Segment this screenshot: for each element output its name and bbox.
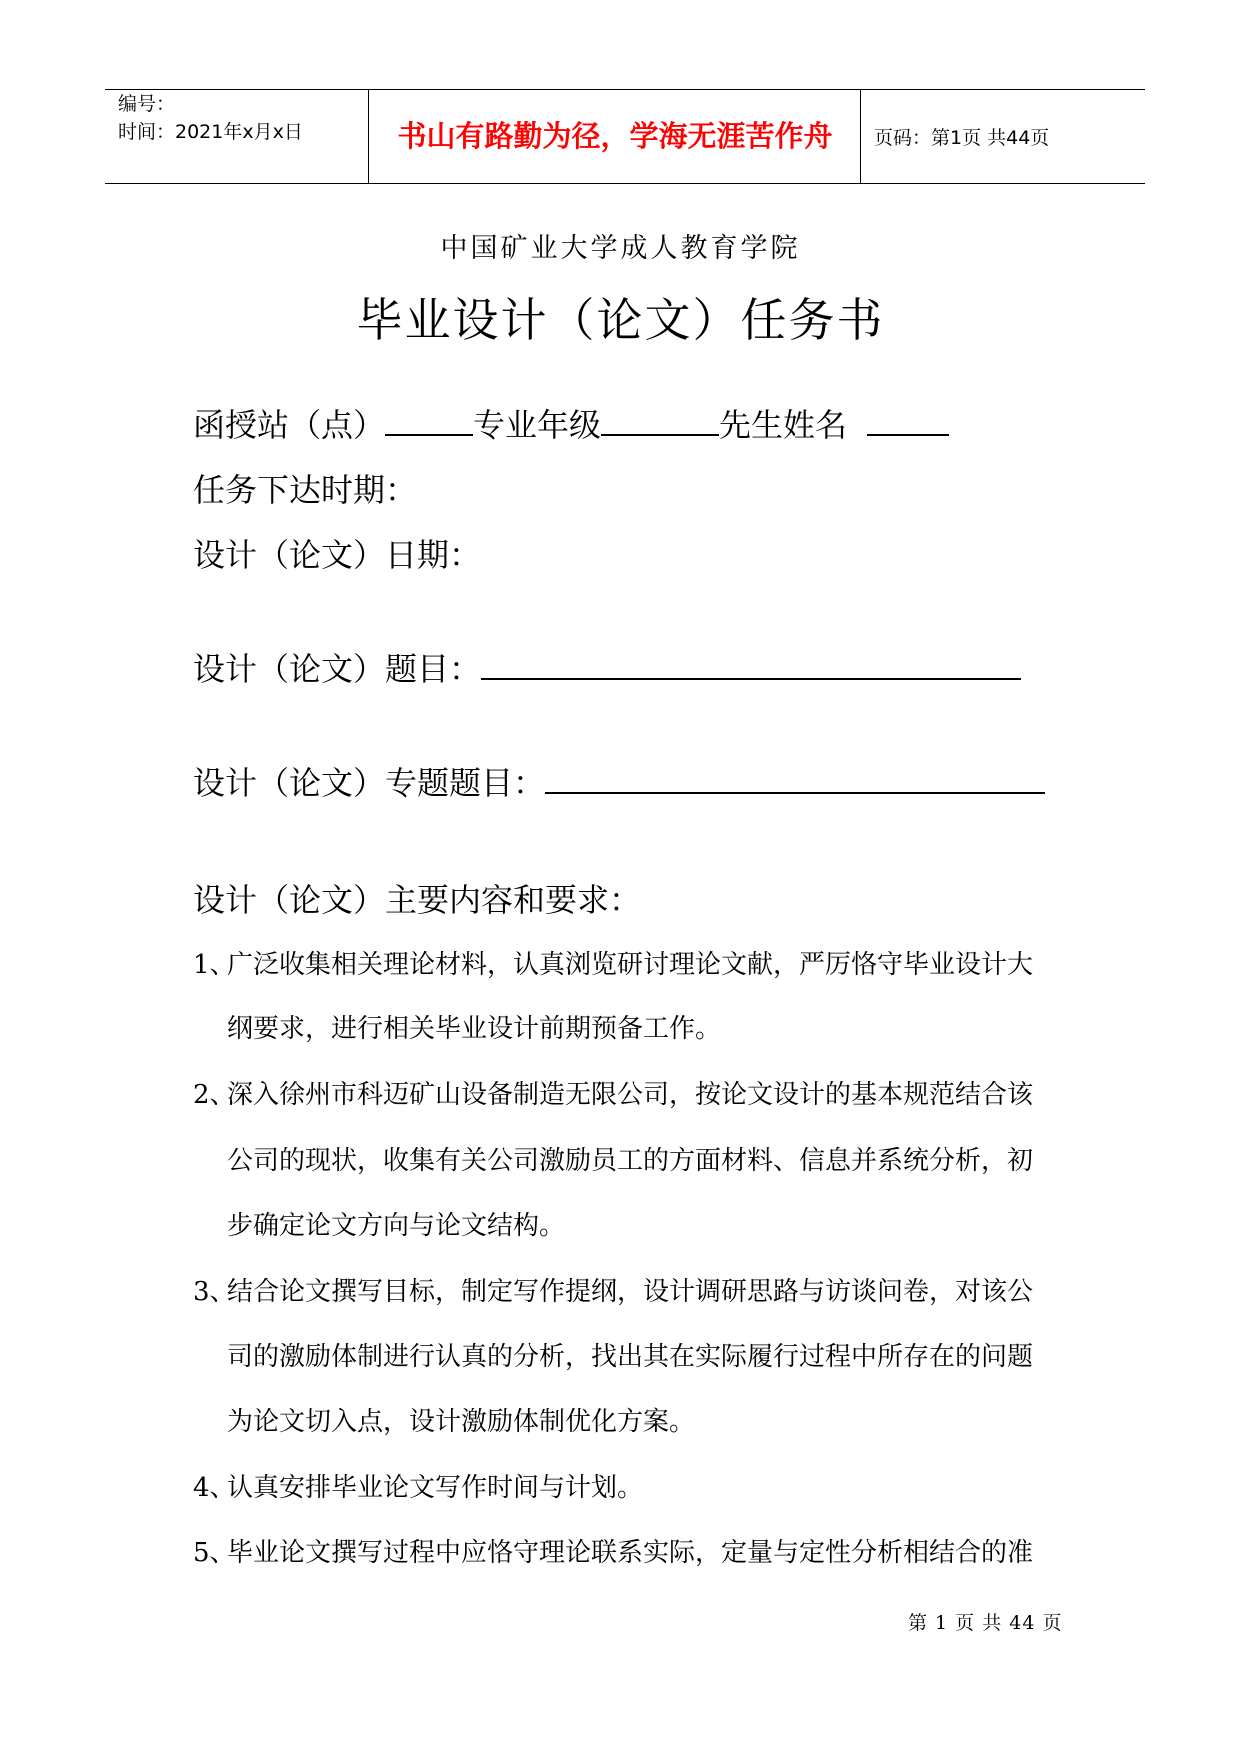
page-footer: 第 1 页 共 44 页 (908, 1612, 1063, 1634)
item-4-num: 4、 (193, 1473, 236, 1503)
item-2-line-1: 深入徐州市科迈矿山设备制造无限公司，按论文设计的基本规范结合该 (227, 1080, 1034, 1110)
header-number-label: 编号： (118, 93, 176, 115)
item-5-line-1: 毕业论文撰写过程中应恪守理论联系实际，定量与定性分析相结合的准 (227, 1538, 1034, 1568)
grade-blank[interactable] (601, 406, 719, 436)
content-requirements-heading: 设计（论文）主要内容和要求： (193, 881, 642, 919)
header-top-rule (105, 89, 1145, 90)
student-info-line (193, 405, 949, 445)
station-label: 函授站（点） (193, 406, 386, 444)
school-name: 中国矿业大学成人教育学院 (440, 233, 801, 264)
design-date-field: 设计（论文）日期： (193, 536, 482, 574)
item-4-line-1: 认真安排毕业论文写作时间与计划。 (227, 1473, 644, 1503)
special-topic-blank[interactable] (545, 764, 1045, 794)
name-label: 先生姓名 (719, 406, 848, 444)
item-3-line-2: 司的激励体制进行认真的分析，找出其在实际履行过程中所存在的问题 (227, 1342, 1034, 1372)
item-1-num: 1、 (193, 950, 236, 980)
document-title: 毕业设计（论文）任务书 (356, 293, 885, 347)
topic-field (193, 649, 1021, 689)
header-time-label: 时间：2021年x月x日 (118, 121, 303, 143)
item-2-num: 2、 (193, 1080, 236, 1110)
topic-label: 设计（论文）题目： (193, 650, 482, 688)
grade-label: 专业年级 (473, 406, 602, 444)
item-3-line-1: 结合论文撰写目标，制定写作提纲，设计调研思路与访谈问卷，对该公 (227, 1277, 1034, 1307)
station-blank[interactable] (385, 406, 473, 436)
topic-blank[interactable] (481, 650, 1021, 680)
header-bottom-rule (105, 183, 1145, 184)
special-topic-label: 设计（论文）专题题目： (193, 764, 546, 802)
name-blank[interactable] (867, 406, 949, 436)
item-1-line-2: 纲要求，进行相关毕业设计前期预备工作。 (227, 1014, 722, 1044)
item-3-num: 3、 (193, 1277, 236, 1307)
item-2-line-3: 步确定论文方向与论文结构。 (227, 1211, 566, 1241)
item-5-num: 5、 (193, 1538, 236, 1568)
header-divider-left (368, 89, 369, 183)
item-1-line-1: 广泛收集相关理论材料，认真浏览研讨理论文献，严厉恪守毕业设计大 (227, 950, 1034, 980)
item-2-line-2: 公司的现状，收集有关公司激励员工的方面材料、信息并系统分析，初 (227, 1146, 1034, 1176)
issue-date-field: 任务下达时期： (193, 471, 418, 509)
header-divider-right (860, 89, 861, 183)
header-page-label: 页码：第1页 共44页 (874, 127, 1050, 149)
header-motto: 书山有路勤为径，学海无涯苦作舟 (397, 119, 833, 153)
item-3-line-3: 为论文切入点，设计激励体制优化方案。 (227, 1407, 696, 1437)
special-topic-field (193, 763, 1045, 803)
